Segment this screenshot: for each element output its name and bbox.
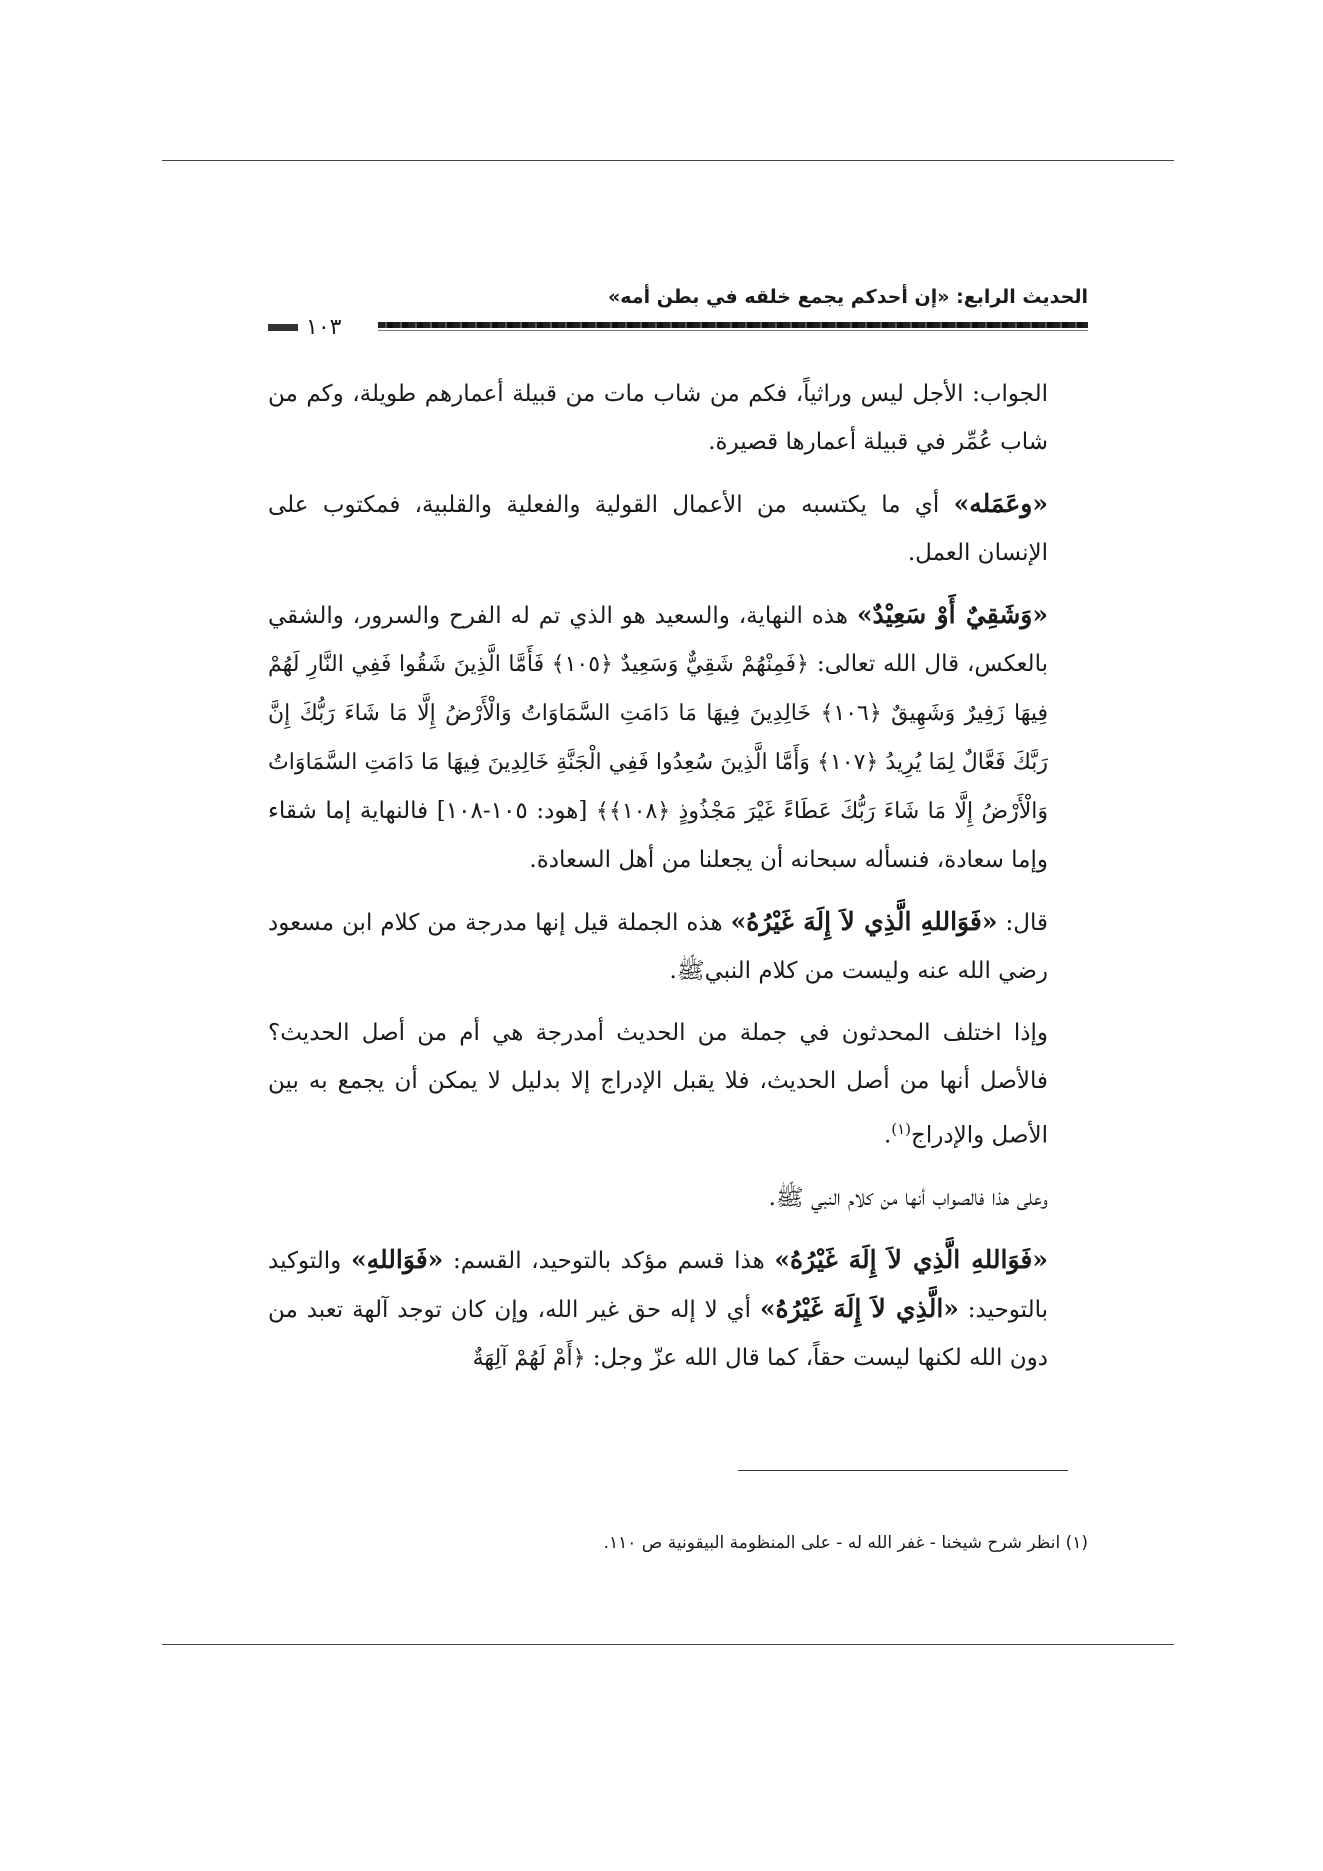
header-decorative-bar	[378, 322, 1088, 328]
paragraph-text: فالنهاية إما شقاء وإما سعادة، فنسأله سبحانه أن يجعلنا من أهل السعادة.	[268, 798, 1048, 873]
paragraph-text: أي ما يكتسبه من الأعمال القولية والفعلية والقلبية، فمكتوب على الإنسان العمل.	[268, 492, 1048, 566]
hadith-quote: «فَوَاللهِ الَّذِي لاَ إِلَهَ غَيْرُهُ»	[774, 1244, 1048, 1274]
paragraph-fate	[268, 591, 1088, 884]
footnote-marker: (١)	[891, 1120, 912, 1138]
paragraph-text: والتوكيد بالتوحيد:	[268, 1247, 1049, 1323]
paragraph-answer	[268, 370, 1088, 466]
verse-reference: [هود: ١٠٥-١٠٨]	[436, 798, 597, 824]
hadith-quote: «فَوَاللهِ الَّذِي لاَ إِلَهَ غَيْرُهُ»	[730, 907, 998, 936]
paragraph-text: وإذا اختلف المحدثون في جملة من الحديث أمدرجة هي أم من أصل الحديث؟ فالأصل أنها من أصل الحديث، فلا يقبل الإدراج إلا بدليل لا يمكن أن يجمع به بين الأصل والإدراج	[268, 1020, 1048, 1149]
bottom-border-rule	[162, 1644, 1174, 1645]
paragraph-interpolation	[268, 1009, 1088, 1160]
paragraph-text: .	[883, 1122, 892, 1149]
header-thin-line	[378, 330, 1088, 331]
header-ornament	[268, 324, 298, 331]
running-header	[268, 286, 1088, 346]
page-number: ١٠٣	[306, 315, 342, 340]
quran-verse: ﴿فَمِنْهُمْ شَقِيٌّ وَسَعِيدٌ ﴿١٠٥﴾ فَأَمَّا الَّذِينَ شَقُوا فَفِي النَّارِ لَهُمْ فِيهَا زَفِيرٌ وَشَهِيقٌ ﴿١٠٦﴾ خَالِدِينَ فِيهَا مَا دَامَتِ السَّمَاوَاتُ وَالْأَرْضُ إِلَّا مَا شَاءَ رَبُّكَ إِنَّ رَبَّكَ فَعَّالٌ لِمَا يُرِيدُ ﴿١٠٧﴾ وَأَمَّا الَّذِينَ سُعِدُوا فَفِي الْجَنَّةِ خَالِدِينَ فِيهَا مَا دَامَتِ السَّمَاوَاتُ وَالْأَرْضُ إِلَّا مَا شَاءَ رَبُّكَ عَطَاءً غَيْرَ مَجْذُوذٍ ﴿١٠٨﴾﴾	[268, 652, 1049, 824]
paragraph-oath	[268, 898, 1088, 995]
hadith-quote: «فَوَاللهِ»	[350, 1244, 444, 1274]
paragraph-text: هذه النهاية، والسعيد هو الذي تم له الفرح والسرور، والشقي بالعكس، قال الله تعالى:	[268, 603, 1048, 677]
paragraph-text: أي لا إله حق غير الله، وإن كان توجد آلهة تعبد من دون الله لكنها ليست حقاً، كما قال الله عزّ وجل:	[268, 1296, 1048, 1371]
paragraph-conclusion	[268, 1174, 1088, 1222]
paragraph-text: وعلى هذا فالصواب أنها من كلام النبي ﷺ.	[768, 1184, 1048, 1211]
paragraph-deeds	[268, 480, 1088, 577]
paragraph-text: الجواب: الأجل ليس وراثياً، فكم من شاب مات من قبيلة أعمارهم طويلة، وكم من شاب عُمِّر في قبيلة أعمارها قصيرة.	[268, 381, 1048, 455]
top-border-rule	[162, 160, 1174, 161]
paragraph-tawhid	[268, 1236, 1088, 1383]
paragraph-text: هذا قسم مؤكد بالتوحيد، القسم:	[443, 1247, 775, 1274]
paragraph-text: هذه الجملة قيل إنها مدرجة من كلام ابن مسعود رضي الله عنه وليست من كلام النبيﷺ.	[268, 910, 1048, 984]
hadith-quote: «الَّذِي لاَ إِلَهَ غَيْرُهُ»	[759, 1293, 959, 1323]
footnote-text: (١) انظر شرح شيخنا - غفر الله له - على المنظومة البيقونية ص ١١٠.	[603, 1533, 1088, 1553]
paragraph-text: قال:	[997, 910, 1048, 936]
footnote-separator	[738, 1470, 1068, 1471]
hadith-quote: «وعَمَله»	[953, 489, 1048, 518]
hadith-quote: «وَشَقِيٌ أَوْ سَعِيْدٌ»	[856, 600, 1048, 629]
header-title: الحديث الرابع: «إن أحدكم يجمع خلقه في بطن أمه»	[608, 286, 1088, 308]
main-text	[268, 370, 1088, 1397]
quran-verse: ﴿أَمْ لَهُمْ آلِهَةٌ	[472, 1345, 586, 1371]
